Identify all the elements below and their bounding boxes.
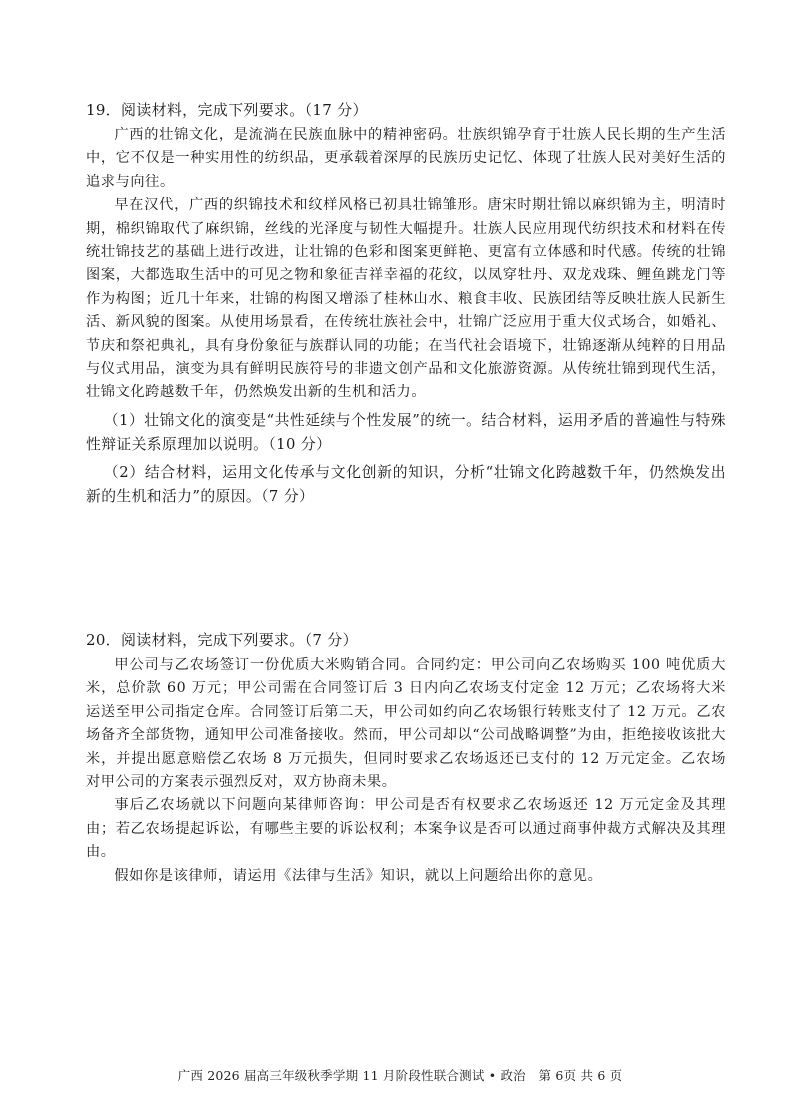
page-footer: 广西 2026 届高三年级秋季学期 11 月阶段性联合测试 • 政治 第 6页 共 6 页 [177,1068,623,1083]
q20-instruction: 假如你是该律师，请运用《法律与生活》知识，就以上问题给出你的意见。 [114,867,603,884]
question-20-title: 20．阅读材料，完成下列要求。（7 分） [86,631,358,649]
q19-sub-question-1: （1）壮锦文化的演变是“共性延续与个性发展”的统一。结合材料，运用矛盾的普遍性与特殊性辩证关系原理加以说明。（10 分） [86,411,726,453]
q20-material-paragraph-2: 事后乙农场就以下问题向某律师咨询：甲公司是否有权要求乙农场返还 12 万元定金及其理由；若乙农场提起诉讼，有哪些主要的诉讼权利；本案争议是否可以通过商事仲裁方式解决及其理由。 [86,797,726,861]
question-19 [86,98,726,509]
q19-sub-question-2: （2）结合材料，运用文化传承与文化创新的知识，分析“壮锦文化跨越数千年，仍然焕发出新的生机和活力”的原因。（7 分） [86,463,726,505]
question-20 [86,628,726,888]
q19-material-paragraph-1: 广西的壮锦文化，是流淌在民族血脉中的精神密码。壮族织锦孕育于壮族人民长期的生产生活中，它不仅是一种实用性的纺织品，更承载着深厚的民族历史记忆、体现了壮族人民对美好生活的追求与向往。 [86,127,726,190]
q20-material-paragraph-1: 甲公司与乙农场签订一份优质大米购销合同。合同约定：甲公司向乙农场购买 100 吨优质大米，总价款 60 万元；甲公司需在合同签订后 3 日内向乙农场支付定金 12 万元；乙农场将大米运送至甲公司指定仓库。合同签订后第二天，甲公司如约向乙农场银行转账支付了 12 万元。乙农场备齐全部货物，通知甲公司准备接收。然而，甲公司却以“公司战略调整”为由，拒绝接收该批大米，并提出愿意赔偿乙农场 8 万元损失，但同时要求乙农场返还已支付的 12 万元定金。乙农场对甲公司的方案表示强烈反对，双方协商未果。 [86,657,726,791]
question-19-title: 19．阅读材料，完成下列要求。（17 分） [86,101,368,119]
q19-material-paragraph-2: 早在汉代，广西的织锦技术和纹样风格已初具壮锦雏形。唐宋时期壮锦以麻织锦为主，明清时期，棉织锦取代了麻织锦，丝线的光泽度与韧性大幅提升。壮族人民应用现代纺织技术和材料在传统壮锦技艺的基础上进行改进，让壮锦的色彩和图案更鲜艳、更富有立体感和时代感。传统的壮锦图案，大都选取生活中的可见之物和象征吉祥幸福的花纹，以凤穿牡丹、双龙戏珠、鲤鱼跳龙门等作为构图；近几十年来，壮锦的构图又增添了桂林山水、粮食丰收、民族团结等反映壮族人民新生活、新风貌的图案。从使用场景看，在传统壮族社会中，壮锦广泛应用于重大仪式场合，如婚礼、节庆和祭祀典礼，具有身份象征与族群认同的功能；在当代社会语境下，壮锦逐渐从纯粹的日用品与仪式用品，演变为具有鲜明民族符号的非遗文创产品和文化旅游资源。从传统壮锦到现代生活，壮锦文化跨越数千年，仍然焕发出新的生机和活力。 [86,197,726,401]
